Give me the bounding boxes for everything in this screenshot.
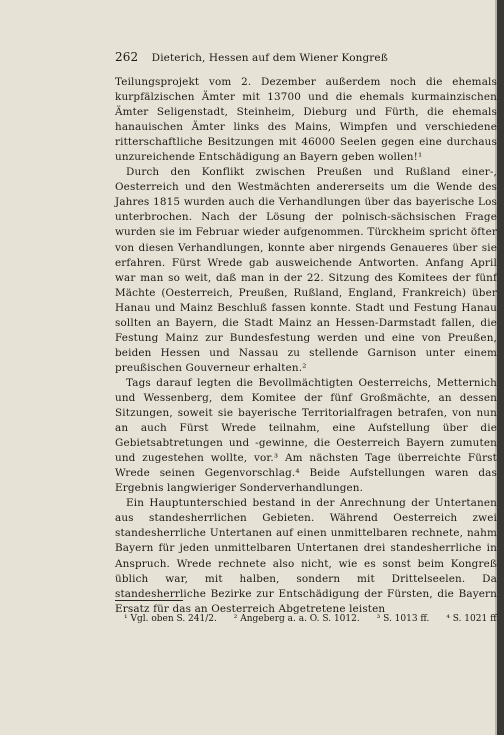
footnote: ⁴ S. 1021 ff. [446,614,499,624]
footnotes [124,614,499,624]
page-edge [497,0,504,735]
paragraph: Ein Hauptunterschied bestand in der Anrechnung der Untertanen aus standesherrlichen Gebieten. Während Oesterreich zwei standesherrliche Untertanen auf einen unmittelbaren rechnete, nahm Bayern für jeden unmittelbaren Untertanen drei standesherrliche in Anspruch. Wrede rechnete also nicht, wie es sonst beim Kongreß üblich war, mit halben, sondern mit Drittelseelen. Da standesherrliche Bezirke zur Entschädigung der Fürsten, die Bayern Ersatz für das an Oesterreich Abgetretene leisten [115,497,497,615]
paragraph: Teilungsprojekt vom 2. Dezember außerdem noch die ehemals kurpfälzischen Ämter mit 13700 und die ehemals kurmainzischen Ämter Seligenstadt, Steinheim, Dieburg und Fürth, die ehemals hanauischen Ämter links des Mains, Wimpfen und verschiedene ritterschaftliche Besitzungen mit 46000 Seelen gegen eine durchaus unzureichende Entschädigung an Bayern geben wollen!¹ [115,76,497,164]
footnote-divider [115,600,183,601]
footnote: ¹ Vgl. oben S. 241/2. [124,614,217,624]
footnote: ² Angeberg a. a. O. S. 1012. [233,614,360,624]
body-text [115,75,497,617]
page-number: 262 [115,50,139,64]
paragraph: Tags darauf legten die Bevollmächtigten Oesterreichs, Metternich und Wessenberg, dem Komitee der fünf Großmächte, an dessen Sitzungen, soweit sie bayerische Territorialfragen betrafen, von nun an auch Fürst Wrede teilnahm, eine Aufstellung über die Gebietsabtretungen und -gewinne, die Oesterreich Bayern zumuten und zugestehen wollte, vor.³ Am nächsten Tage überreichte Fürst Wrede seinen Gegenvorschlag.⁴ Beide Aufstellungen waren das Ergebnis langwieriger Sonderverhandlungen. [115,376,497,495]
footnote: ³ S. 1013 ff. [376,614,430,624]
paragraph: Durch den Konflikt zwischen Preußen und Rußland einer-, Oesterreich und den Westmächten andererseits um die Wende des Jahres 1815 wurden auch die Verhandlungen über das bayerische Los unterbrochen. Nach der Lösung der polnisch-sächsischen Frage wurden sie im Februar wieder aufgenommen. Türckheim spricht öfter von diesen Verhandlungen, konnte aber nirgends Genaueres über sie erfahren. Fürst Wrede gab ausweichende Antworten. Anfang April war man so weit, daß man in der 22. Sitzung des Komitees der fünf Mächte (Oesterreich, Preußen, Rußland, England, Frankreich) über Hanau und Mainz Beschluß fassen konnte. Stadt und Festung Hanau sollten an Bayern, die Stadt Mainz an Hessen-Darmstadt fallen, die Festung Mainz zur Bundesfestung werden und eine von Preußen, beiden Hessen und Nassau zu stellende Garnison unter einem preußischen Gouverneur erhalten.² [115,166,497,374]
page-header [115,50,495,64]
running-title: Dieterich, Hessen auf dem Wiener Kongreß [151,52,388,64]
